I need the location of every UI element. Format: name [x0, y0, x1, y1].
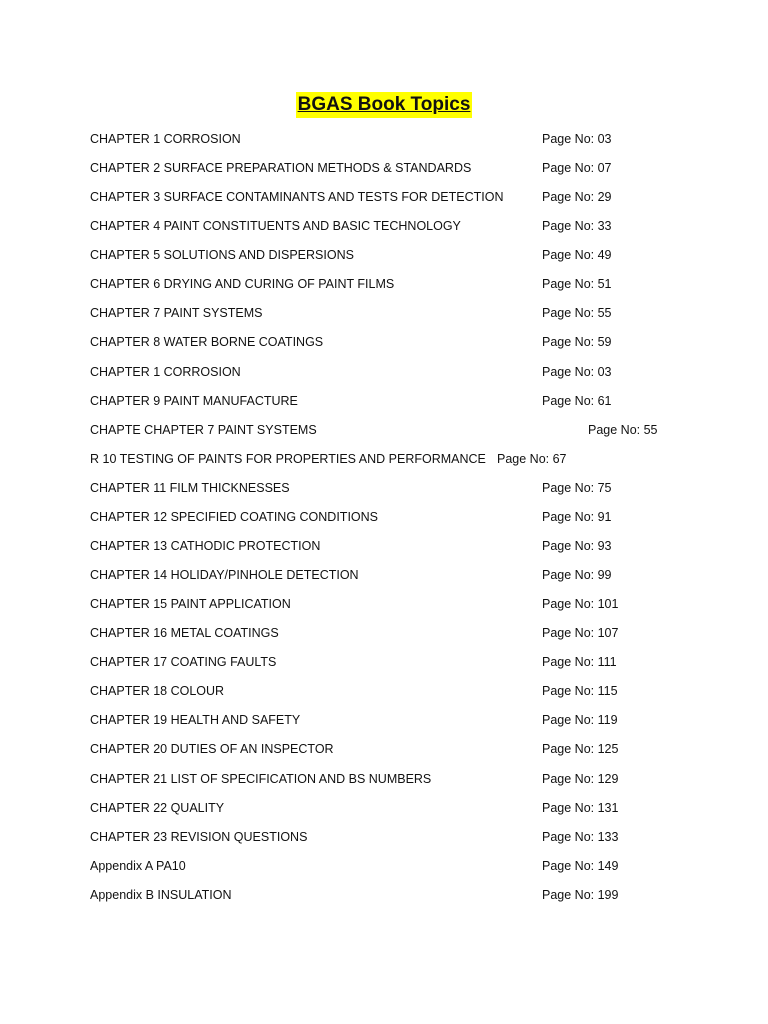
toc-row [0, 652, 768, 672]
toc-page-number: Page No: 55 [542, 306, 612, 321]
toc-page-number: Page No: 125 [542, 742, 619, 757]
toc-row [0, 681, 768, 701]
toc-row [0, 332, 768, 352]
toc-chapter-label: CHAPTER 5 SOLUTIONS AND DISPERSIONS [90, 248, 354, 263]
toc-chapter-label: CHAPTER 14 HOLIDAY/PINHOLE DETECTION [90, 568, 359, 583]
toc-row [0, 129, 768, 149]
toc-chapter-label: CHAPTER 1 CORROSION [90, 132, 241, 146]
toc-chapter-label: CHAPTER 20 DUTIES OF AN INSPECTOR [90, 742, 334, 757]
toc-chapter-label: Appendix A PA10 [90, 858, 186, 873]
toc-row [0, 856, 768, 876]
toc-page-number: Page No: 91 [542, 509, 612, 524]
toc-page-number: Page No: 129 [542, 771, 619, 786]
toc-page-number: Page No: 111 [542, 655, 617, 670]
toc-chapter-label: CHAPTER 18 COLOUR [90, 684, 225, 699]
toc-row [0, 478, 768, 498]
toc-row [0, 420, 768, 440]
toc-chapter-label: Appendix B INSULATION [90, 887, 232, 902]
toc-page-number: Page No: 67 [497, 451, 567, 466]
toc-chapter-label: CHAPTER 19 HEALTH AND SAFETY [90, 713, 301, 728]
toc-chapter-label: CHAPTER 1 CORROSION [90, 364, 241, 379]
toc-page-number: Page No: 51 [542, 277, 612, 292]
toc-page-number: Page No: 99 [542, 568, 612, 583]
toc-page-number: Page No: 61 [542, 393, 612, 408]
toc-chapter-label: CHAPTE CHAPTER 7 PAINT SYSTEMS [90, 422, 317, 437]
toc-row [0, 187, 768, 207]
toc-page-number: Page No: 33 [542, 219, 612, 234]
toc-page-number: Page No: 49 [542, 248, 612, 263]
toc-page-number: Page No: 75 [542, 480, 612, 495]
toc-row [0, 391, 768, 411]
toc-page-number: Page No: 119 [542, 713, 618, 728]
toc-chapter-label: CHAPTER 15 PAINT APPLICATION [90, 597, 291, 612]
toc-row [0, 507, 768, 527]
toc-page-number: Page No: 93 [542, 538, 612, 553]
toc-chapter-label: CHAPTER 7 PAINT SYSTEMS [90, 306, 263, 321]
toc-row [0, 594, 768, 614]
toc-page-number: Page No: 115 [542, 684, 618, 699]
toc-page-number: Page No: 07 [542, 161, 612, 176]
toc-page-number: Page No: 03 [542, 132, 612, 146]
toc-row [0, 449, 768, 469]
toc-page-number: Page No: 107 [542, 626, 619, 641]
toc-chapter-label: CHAPTER 2 SURFACE PREPARATION METHODS & STANDARDS [90, 161, 472, 176]
toc-page-number: Page No: 03 [542, 364, 612, 379]
toc-row [0, 274, 768, 294]
toc-page-number: Page No: 149 [542, 858, 619, 873]
toc-chapter-label: CHAPTER 17 COATING FAULTS [90, 655, 277, 670]
toc-page-number: Page No: 101 [542, 597, 619, 612]
toc-chapter-label: CHAPTER 9 PAINT MANUFACTURE [90, 393, 298, 408]
toc-row [0, 710, 768, 730]
toc-page-number: Page No: 199 [542, 887, 619, 902]
toc-row [0, 769, 768, 789]
toc-row [0, 827, 768, 847]
toc-page-number: Page No: 59 [542, 335, 612, 350]
toc-chapter-label: CHAPTER 6 DRYING AND CURING OF PAINT FILMS [90, 277, 395, 292]
toc-row [0, 565, 768, 585]
toc-page-number: Page No: 29 [542, 190, 612, 205]
toc-row [0, 885, 768, 905]
toc-row [0, 739, 768, 759]
toc-page-number: Page No: 55 [588, 422, 658, 437]
toc-chapter-label: CHAPTER 23 REVISION QUESTIONS [90, 829, 308, 844]
toc-chapter-label: CHAPTER 16 METAL COATINGS [90, 626, 279, 641]
toc-chapter-label: CHAPTER 13 CATHODIC PROTECTION [90, 538, 321, 553]
toc-chapter-label: CHAPTER 8 WATER BORNE COATINGS [90, 335, 324, 350]
toc-row [0, 303, 768, 323]
toc-chapter-label: R 10 TESTING OF PAINTS FOR PROPERTIES AND PERFORMANCE [90, 451, 486, 466]
page-title: BGAS Book Topics [296, 92, 473, 118]
toc-row [0, 798, 768, 818]
toc-chapter-label: CHAPTER 3 SURFACE CONTAMINANTS AND TESTS FOR DETECTION [90, 190, 504, 205]
toc-row [0, 536, 768, 556]
title-container [0, 92, 768, 118]
toc-chapter-label: CHAPTER 12 SPECIFIED COATING CONDITIONS [90, 509, 379, 524]
toc-chapter-label: CHAPTER 22 QUALITY [90, 800, 225, 815]
toc-chapter-label: CHAPTER 4 PAINT CONSTITUENTS AND BASIC TECHNOLOGY [90, 219, 461, 234]
toc-row [0, 362, 768, 382]
toc-chapter-label: CHAPTER 21 LIST OF SPECIFICATION AND BS NUMBERS [90, 771, 432, 786]
toc-row [0, 216, 768, 236]
toc-page-number: Page No: 133 [542, 829, 619, 844]
toc-chapter-label: CHAPTER 11 FILM THICKNESSES [90, 480, 290, 495]
toc-row [0, 623, 768, 643]
toc-row [0, 245, 768, 265]
toc-page-number: Page No: 131 [542, 800, 619, 815]
toc-row [0, 158, 768, 178]
